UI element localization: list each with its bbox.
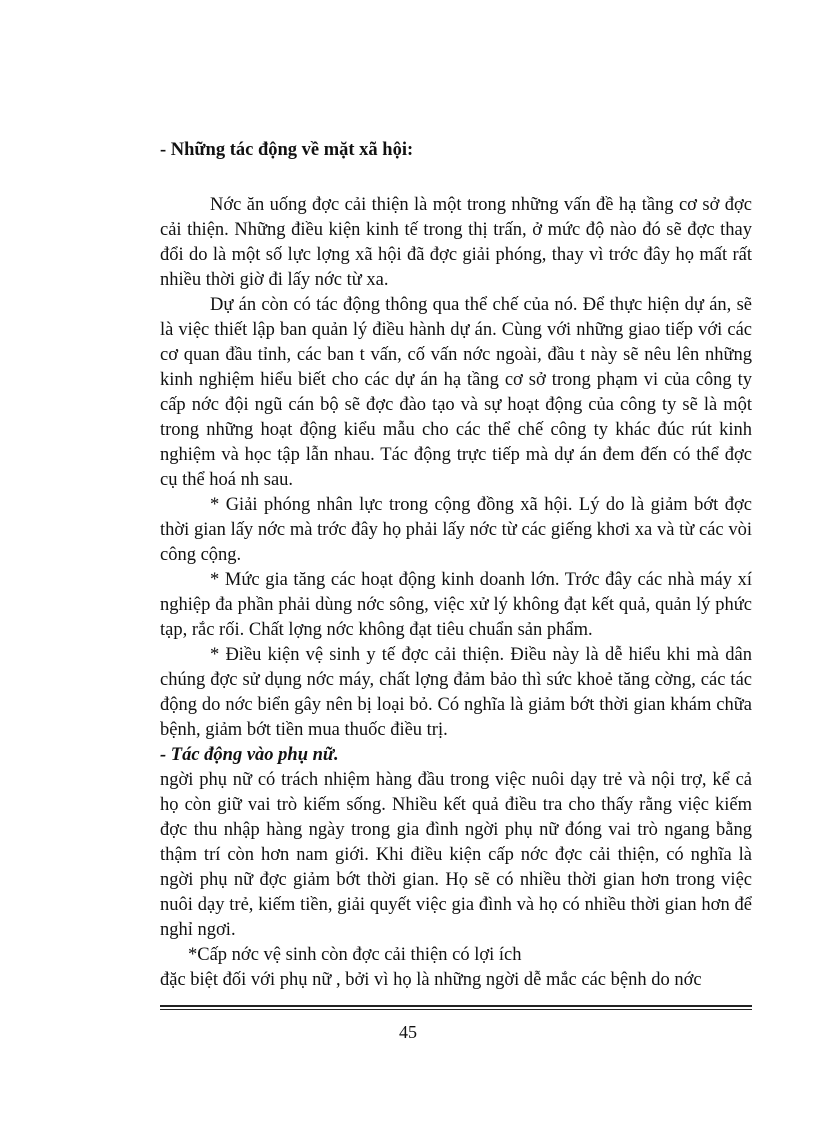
footer-rule-thin [160, 1009, 752, 1010]
paragraph-business-growth: * Mức gia tăng các hoạt động kinh doanh lớn. Trớc đây các nhà máy xí nghiệp đa phần phải dùng nớc sông, việc xử lý không đạt kết quả, quản lý phức tạp, rắc rối. Chất lợng nớc không đạt tiêu chuẩn sản phẩm. [160, 570, 752, 640]
paragraph-women: ngời phụ nữ có trách nhiệm hàng đầu trong việc nuôi dạy trẻ và nội trợ, kể cả họ còn giữ vai trò kiếm sống. Nhiều kết quả điều tra cho thấy rằng việc kiếm đợc thu nhập hàng ngày trong gia đình ngời phụ nữ đóng vai trò ngang bằng thậm trí còn hơn nam giới. Khi điều kiện cấp nớc đợc cải thiện, có nghĩa là ngời phụ nữ đợc giảm bớt thời gian. Họ sẽ có nhiều thời gian hơn trong việc nuôi dạy trẻ, kiếm tiền, giải quyết việc gia đình và họ có nhiều thời gian hơn để nghỉ ngơi. [160, 770, 752, 940]
paragraph-water-improvement: Nớc ăn uống đợc cải thiện là một trong những vấn đề hạ tầng cơ sở đợc cải thiện. Những điều kiện kinh tế trong thị trấn, ở mức độ nào đó sẽ đợc thay đổi do là một số lực lợng xã hội đã đợc giải phóng, thay vì trớc đây họ mất rất nhiều thời giờ đi lấy nớc từ xa. [160, 195, 752, 290]
paragraph-sanitation-line-2: đặc biệt đối với phụ nữ , bởi vì họ là những ngời dễ mắc các bệnh do nớc [160, 970, 702, 990]
document-body [160, 130, 752, 993]
heading-social-impacts: - Những tác động về mặt xã hội: [160, 140, 414, 160]
paragraph-health-sanitation: * Điều kiện vệ sinh y tế đợc cải thiện. Điều này là dễ hiểu khi mà dân chúng đợc sử dụng nớc máy, chất lợng đảm bảo thì sức khoẻ tăng cờng, các tác động do nớc biển gây nên bị loại bỏ. Có nghĩa là giảm bớt thời gian khám chữa bệnh, giảm bớt tiền mua thuốc điều trị. [160, 645, 752, 740]
footer-rule [160, 1005, 752, 1007]
paragraph-institutional-impact: Dự án còn có tác động thông qua thể chế của nó. Để thực hiện dự án, sẽ là việc thiết lập ban quản lý điều hành dự án. Cùng với những giao tiếp với các cơ quan đầu tỉnh, các ban t vấn, cố vấn nớc ngoài, đầu t này sẽ nêu lên những kinh nghiệm hiểu biết cho các dự án hạ tầng cơ sở trong phạm vi của công ty cấp nớc đội ngũ cán bộ sẽ đợc đào tạo và sự hoạt động của công ty sẽ là một trong những hoạt động kiểu mẫu cho các thể chế công ty khác đúc rút kinh nghiệm và học tập lẫn nhau. Tác động trực tiếp mà dự án đem đến có thể đợc cụ thể hoá nh sau. [160, 295, 752, 490]
paragraph-labor-release: * Giải phóng nhân lực trong cộng đồng xã hội. Lý do là giảm bớt đợc thời gian lấy nớc mà trớc đây họ phải lấy nớc từ các giếng khơi xa và từ các vòi công cộng. [160, 495, 752, 565]
paragraph-sanitation-line-1: *Cấp nớc vệ sinh còn đợc cải thiện có lợi ích [188, 945, 522, 965]
heading-women-impact: - Tác động vào phụ nữ. [160, 745, 339, 765]
page-number: 45 [399, 1022, 417, 1042]
